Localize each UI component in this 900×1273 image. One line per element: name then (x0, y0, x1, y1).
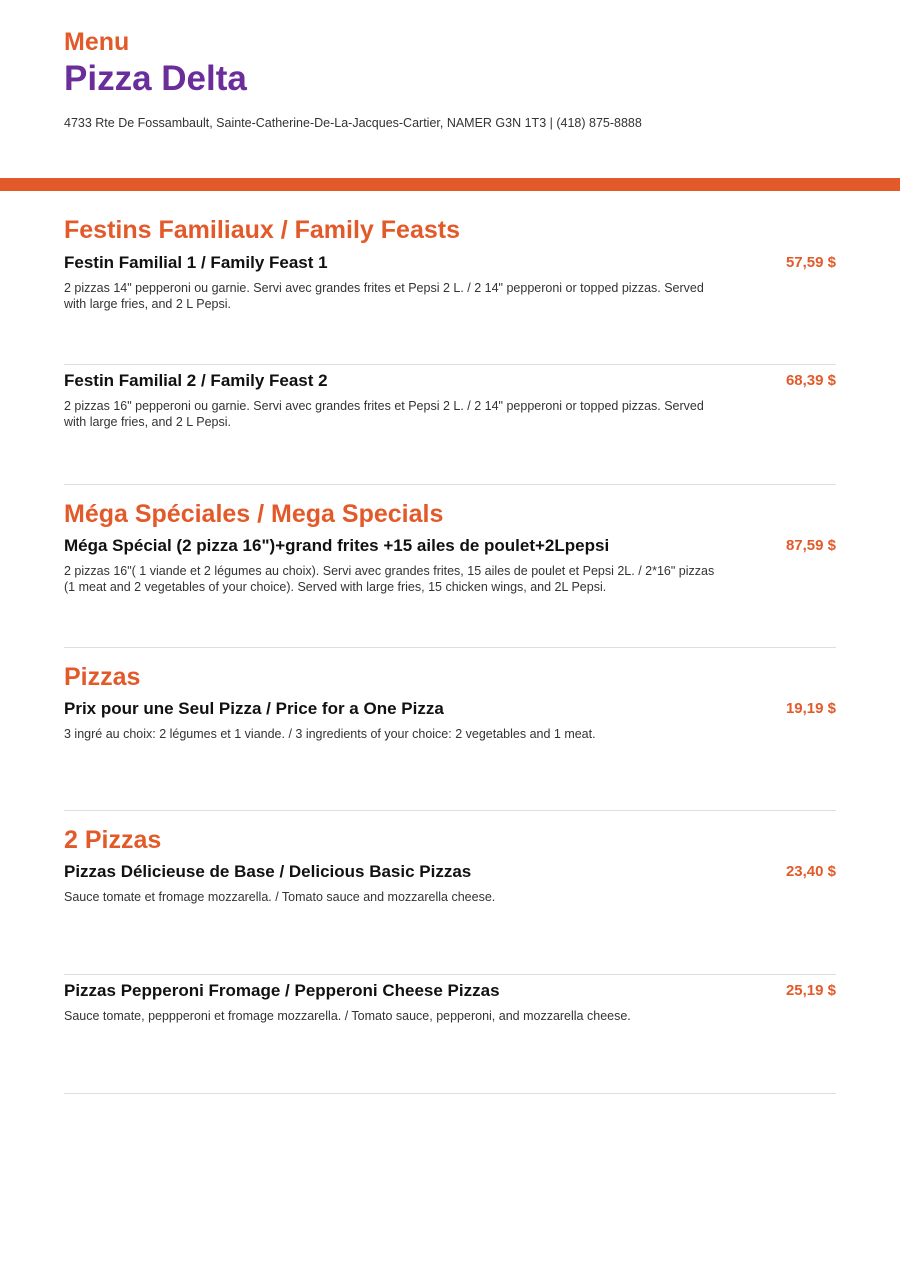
item-divider (64, 810, 836, 811)
menu-item[interactable] (64, 535, 836, 595)
menu-item[interactable] (64, 861, 836, 906)
section-title-2-pizzas: 2 Pizzas (64, 826, 162, 854)
item-name: Festin Familial 2 / Family Feast 2 (64, 371, 328, 390)
item-price: 25,19 $ (785, 982, 836, 999)
menu-item[interactable] (64, 980, 836, 1025)
section-title-mega-specials: Méga Spéciales / Mega Specials (64, 500, 444, 528)
restaurant-address: 4733 Rte De Fossambault, Sainte-Catherine-De-La-Jacques-Cartier, NAMER G3N 1T3 | (418) 875-8888 (64, 116, 642, 130)
item-divider (64, 484, 836, 485)
item-name: Festin Familial 1 / Family Feast 1 (64, 253, 328, 272)
item-name: Méga Spécial (2 pizza 16")+grand frites +15 ailes de poulet+2Lpepsi (64, 536, 610, 555)
item-price: 68,39 $ (785, 372, 836, 389)
item-description: 2 pizzas 14" pepperoni ou garnie. Servi avec grandes frites et Pepsi 2 L. / 2 14" pepperoni or topped pizzas. Served with large fries, and 2 L Pepsi. (64, 281, 704, 311)
item-name: Prix pour une Seul Pizza / Price for a One Pizza (64, 699, 444, 718)
item-price: 57,59 $ (785, 254, 836, 271)
item-divider (64, 974, 836, 975)
section-title-family-feasts: Festins Familiaux / Family Feasts (64, 216, 460, 244)
item-price: 19,19 $ (785, 700, 836, 717)
section-title-pizzas: Pizzas (64, 663, 141, 691)
item-price: 23,40 $ (785, 863, 836, 880)
item-name: Pizzas Délicieuse de Base / Delicious Basic Pizzas (64, 862, 472, 881)
menu-label: Menu (64, 28, 130, 56)
item-description: Sauce tomate et fromage mozzarella. / Tomato sauce and mozzarella cheese. (64, 890, 496, 904)
menu-item[interactable] (64, 698, 836, 743)
item-price: 87,59 $ (785, 537, 836, 554)
item-description: 3 ingré au choix: 2 légumes et 1 viande. / 3 ingredients of your choice: 2 vegetables and 1 meat. (64, 727, 596, 741)
item-divider (64, 647, 836, 648)
item-description: 2 pizzas 16"( 1 viande et 2 légumes au choix). Servi avec grandes frites, 15 ailes de poulet et Pepsi 2L. / 2*16" pizzas (1 meat and 2 vegetables of your choice). Served with large fries, 15 chicken wings, and 2L Pepsi. (64, 564, 715, 594)
item-description: Sauce tomate, peppperoni et fromage mozzarella. / Tomato sauce, pepperoni, and mozzarella cheese. (64, 1009, 631, 1023)
menu-item[interactable] (64, 370, 836, 430)
item-divider (64, 364, 836, 365)
restaurant-name: Pizza Delta (64, 59, 247, 98)
menu-content (64, 0, 836, 1273)
item-divider (64, 1093, 836, 1094)
item-description: 2 pizzas 16" pepperoni ou garnie. Servi avec grandes frites et Pepsi 2 L. / 2 14" pepperoni or topped pizzas. Served with large fries, and 2 L Pepsi. (64, 399, 704, 429)
item-name: Pizzas Pepperoni Fromage / Pepperoni Cheese Pizzas (64, 981, 500, 1000)
menu-item[interactable] (64, 252, 836, 312)
